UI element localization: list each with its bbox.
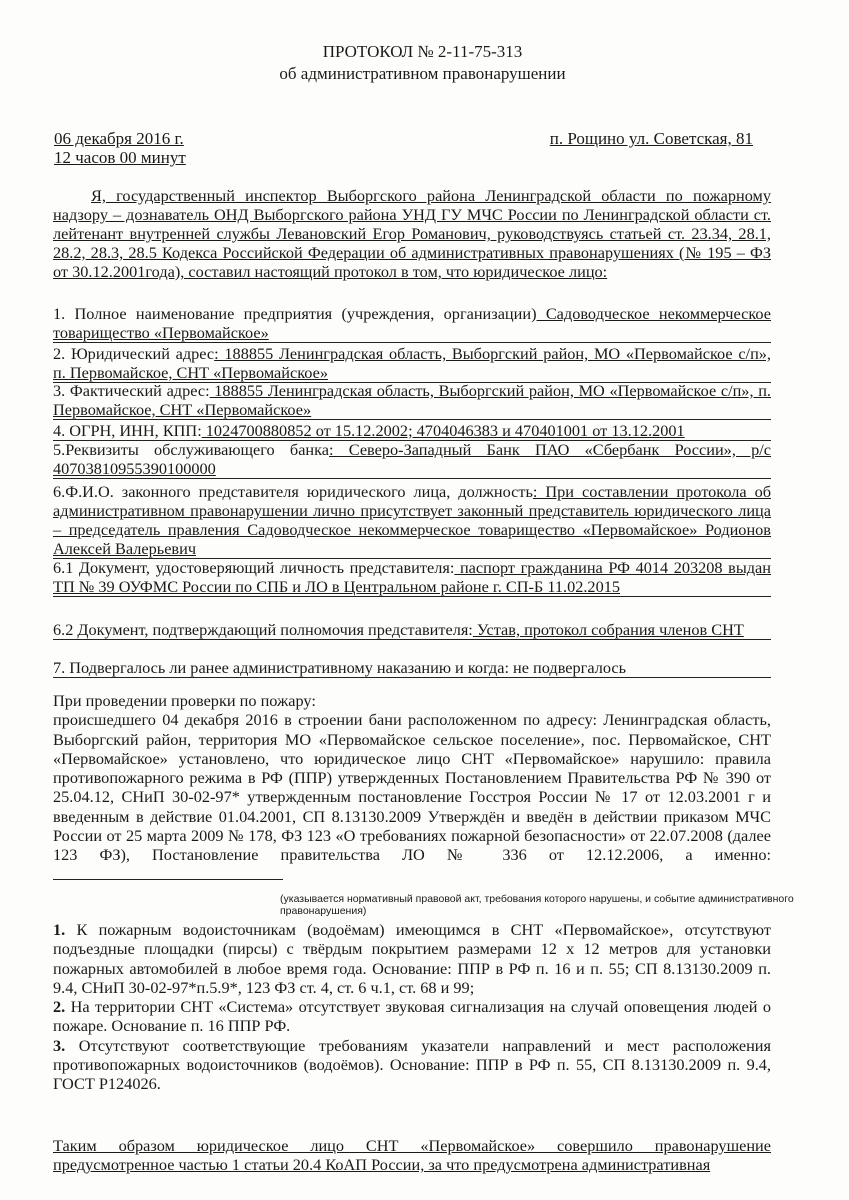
item-6-label: 6.Ф.И.О. законного представителя юридического лица, должность [53, 482, 533, 501]
conclusion-paragraph: Таким образом юридическое лицо СНТ «Первомайское» совершило правонарушение предусмотренное частью 1 статьи 20.4 КоАП России, за что предусмотрена административная [53, 1136, 771, 1174]
protocol-place: п. Рощино ул. Советская, 81 [549, 129, 753, 148]
item-1-label: 1. Полное наименование предприятия (учреждения, организации) [53, 304, 537, 323]
item-6-1-identity-document [53, 558, 771, 597]
violation-item: 2. На территории СНТ «Система» отсутствует звуковая сигнализация на случай оповещения людей о пожаре. Основание п. 16 ППР РФ. [53, 997, 771, 1036]
protocol-time: 12 часов 00 минут [54, 148, 186, 167]
document-subtitle: об административном правонарушении [279, 64, 566, 83]
item-5-bank-details [53, 440, 771, 479]
item-3-label: 3. Фактический адрес: [53, 381, 210, 400]
item-6-1-label: 6.1 Документ, удостоверяющий личность представителя: [53, 558, 455, 577]
item-4-ogrn-inn-kpp [53, 421, 771, 441]
inspection-findings [53, 691, 771, 884]
item-1-full-name [53, 304, 771, 343]
intro-paragraph: Я, государственный инспектор Выборгского района Ленинградской области по пожарному надзору – дознаватель ОНД Выборгского района УНД ГУ МЧС России по Ленинградской области ст. лейтенант внутренней службы Левановский Егор Романович, руководствуясь статьей ст. 23.34, 28.1, 28.2, 28.3, 28.5 Кодекса Российской Федерации об административных правонарушениях (№ 195 – ФЗ от 30.12.2001года), составил настоящий протокол в том, что юридическое лицо: [53, 186, 771, 281]
item-5-value: : Северо-Западный Банк ПАО «Сбербанк России», р/с 40703810955390100000 [53, 440, 771, 478]
item-7-prior-penalties [53, 658, 771, 678]
item-6-representative [53, 482, 771, 559]
item-3-actual-address [53, 381, 771, 420]
item-2-legal-address [53, 344, 771, 383]
item-6-2-authority-document [53, 620, 771, 640]
inspection-heading: При проведении проверки по пожару: [53, 691, 316, 710]
inspection-body: происшедшего 04 декабря 2016 в строении бани расположенном по адресу: Ленинградская область, Выборгский район, территория МО «Первомайское сельское поселение», пос. Первомайское, СНТ «Первомайское» установлено, что юридическое лицо СНТ «Первомайское» нарушило: правила противопожарного режима в РФ (ППР) утвержденных Постановлением Правительства РФ № 390 от 25.04.12, СНиП 30-02-97* утвержденным постановление Госстроя России № 17 от 12.03.2001 г и введенным в действие 01.04.2001, СП 8.13130.2009 Утверждён и введён в действии приказом МЧС России от 25 марта 2009 № 178, ФЗ 123 «О требованиях пожарной безопасности» от 22.07.2008 (далее 123 ФЗ), Постановление правительства ЛО № 336 от 12.12.2006, а именно: [53, 710, 771, 884]
footnote-caption: (указывается нормативный правовой акт, требования которого нарушены, и событие административного правонарушения) [280, 893, 794, 917]
item-5-label: 5.Реквизиты обслуживающего банка [53, 440, 330, 459]
item-6-2-value: Устав, протокол собрания членов СНТ [472, 620, 744, 639]
item-4-label: 4. ОГРН, ИНН, КПП: [53, 421, 202, 440]
violation-item: 1. К пожарным водоисточникам (водоёмам) имеющимся в СНТ «Первомайское», отсутствуют подъездные площадки (пирсы) с твёрдым покрытием размерами 12 х 12 метров для установки пожарных автомобилей в любое время года. Основание: ППР в РФ п. 16 и п. 55; СП 8.13130.2009 п. 9.4, СНиП 30-02-97*п.5.9*, 123 ФЗ ст. 4, ст. 6 ч.1, ст. 68 и 99; [53, 920, 771, 997]
item-6-1-value: паспорт гражданина РФ 4014 203208 выдан ТП № 39 ОУФМС России по СПБ и ЛО в Центральном районе г. СП-Б 11.02.2015 [53, 558, 771, 596]
item-2-value: : 188855 Ленинградская область, Выборгский район, МО «Первомайское с/п», п. Первомайское, СНТ «Первомайское» [53, 344, 771, 382]
item-1-value: Садоводческое некоммерческое товарищество «Первомайское» [53, 304, 771, 342]
item-3-value: 188855 Ленинградская область, Выборгский район, МО «Первомайское с/п», п. Первомайское, СНТ «Первомайское» [53, 381, 771, 419]
item-6-2-label: 6.2 Документ, подтверждающий полномочия представителя: [53, 620, 473, 639]
violations-list [53, 920, 771, 1094]
item-7-text: 7. Подвергалось ли ранее административному наказанию и когда: не подвергалось [53, 658, 627, 677]
document-title: ПРОТОКОЛ № 2-11-75-313 [322, 42, 523, 61]
violation-item: 3. Отсутствуют соответствующие требованиям указатели направлений и мест расположения противопожарных водоисточников (водоёмов). Основание: ППР в РФ п. 55, СП 8.13130.2009 п. 9.4, ГОСТ Р124026. [53, 1035, 771, 1094]
protocol-date: 06 декабря 2016 г. [54, 129, 184, 148]
item-2-label: 2. Юридический адрес [53, 344, 215, 363]
blank-line [53, 866, 283, 880]
item-6-value: : При составлении протокола об административном правонарушении лично присутствует законный представитель юридического лица – председатель правления Садоводческое некоммерческое товарищество «Первомайское» Родионов Алексей Валерьевич [53, 482, 771, 558]
item-4-value: 1024700880852 от 15.12.2002; 4704046383 и 470401001 от 13.12.2001 [201, 421, 685, 440]
